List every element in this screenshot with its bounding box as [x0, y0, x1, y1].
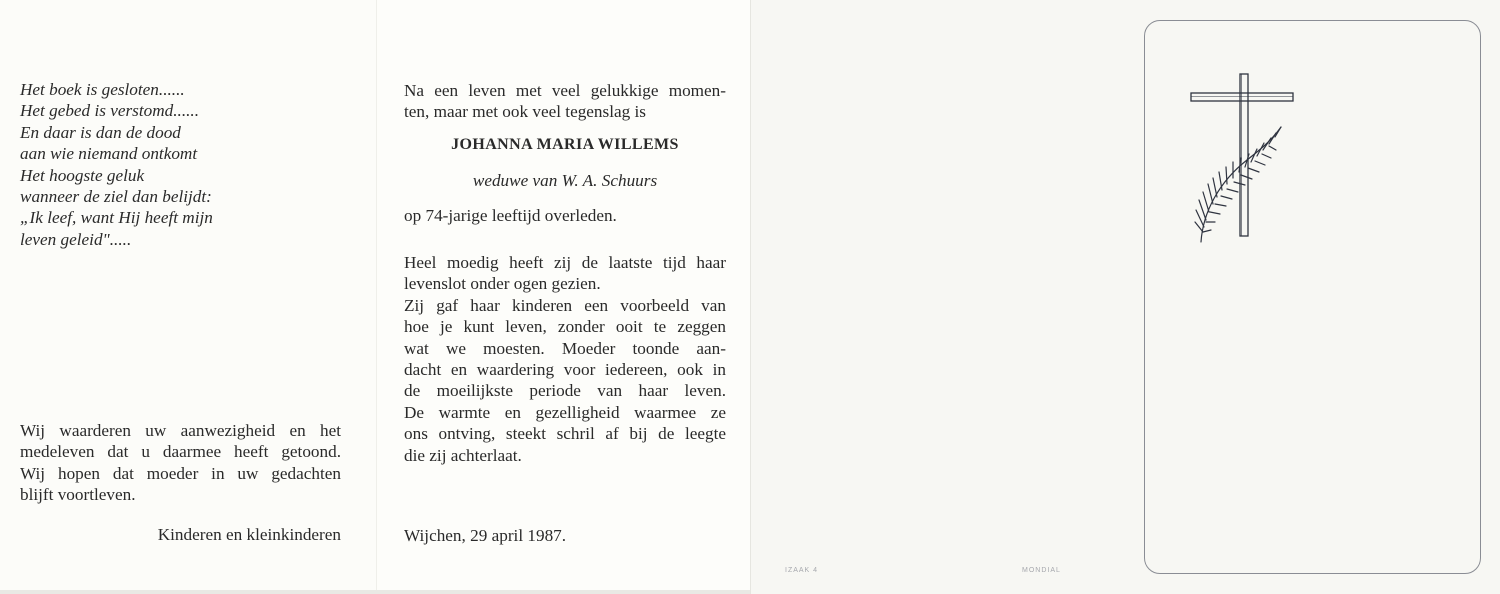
intro-line: Na een leven met veel gelukkige momen-	[404, 81, 726, 100]
deceased-name: JOHANNA MARIA WILLEMS	[451, 136, 679, 153]
poem	[20, 79, 213, 250]
age-line: op 74-jarige leeftijd overleden.	[404, 206, 617, 225]
printer-mark: MONDIAL	[1022, 567, 1061, 574]
poem-line: wanneer de ziel dan belijdt:	[20, 187, 212, 207]
poem-line: „Ik leef, want Hij heeft mijn	[20, 208, 213, 228]
story-paragraph	[404, 252, 726, 466]
cover-page	[750, 0, 1500, 594]
poem-line: Het hoogste geluk	[20, 165, 145, 185]
story-line: dacht en waardering voor iedereen, ook in	[404, 360, 726, 380]
story-line: Heel moedig heeft zij de laatste tijd haar	[404, 253, 726, 272]
story-line: ons ontving, steekt schril af bij de leegte	[404, 424, 726, 444]
cross-with-palm-icon	[1189, 72, 1299, 247]
story-line: hoe je kunt leven, zonder ooit te zeggen	[404, 317, 726, 337]
story-line: De warmte en gezelligheid waarmee ze	[404, 402, 726, 422]
poem-line: aan wie niemand ontkomt	[20, 144, 198, 164]
widow-of: weduwe van W. A. Schuurs	[472, 171, 658, 190]
story-line: wat we moesten. Moeder toonde aan-	[404, 338, 726, 358]
story-line: levenslot onder ogen gezien.	[404, 274, 601, 294]
place-date: Wijchen, 29 april 1987.	[404, 526, 567, 545]
thanks-paragraph	[20, 420, 341, 506]
intro-text	[404, 80, 726, 123]
poem-line: Het gebed is verstomd......	[20, 101, 200, 121]
story-line: die zij achterlaat.	[404, 445, 522, 465]
left-page	[0, 0, 376, 594]
intro-line: ten, maar met ook veel tegenslag is	[404, 102, 646, 122]
story-line: de moeilijkste periode van haar leven.	[404, 381, 726, 401]
thanks-line: Wij hopen dat moeder in uw gedachten	[20, 463, 341, 483]
poem-line: Het boek is gesloten......	[20, 80, 185, 99]
poem-line: leven geleid".....	[20, 229, 132, 249]
printer-mark: IZAAK 4	[785, 567, 819, 574]
poem-line: En daar is dan de dood	[20, 122, 181, 142]
middle-page	[376, 0, 751, 594]
page-edge	[0, 590, 750, 594]
story-line: Zij gaf haar kinderen een voorbeeld van	[404, 295, 726, 315]
signoff: Kinderen en kleinkinderen	[157, 525, 341, 544]
thanks-line: medeleven dat u daarmee heeft getoond.	[20, 442, 341, 462]
thanks-line: blijft voortleven.	[20, 485, 136, 505]
thanks-line: Wij waarderen uw aanwezigheid en het	[20, 421, 341, 440]
